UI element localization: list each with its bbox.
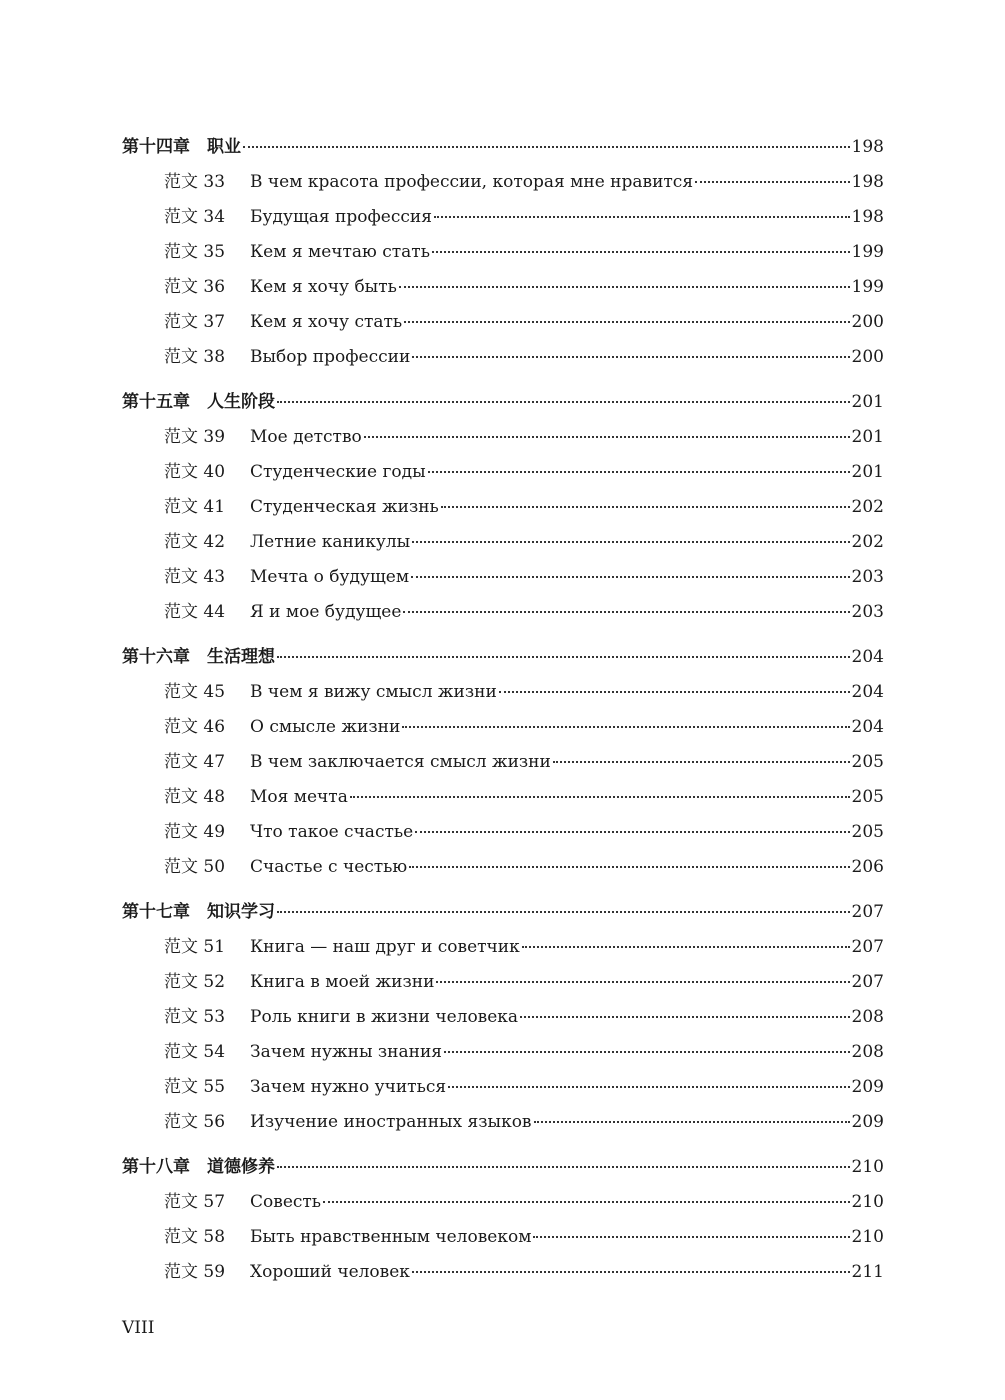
chapter-page-number: 207 [851, 902, 884, 922]
entry-number: 范文 47 [164, 752, 226, 772]
entry-title: Зачем нужно учиться [250, 1077, 447, 1097]
toc-entry[interactable] [122, 305, 884, 340]
dot-leader [534, 1121, 850, 1123]
entry-number: 范文 44 [164, 602, 226, 622]
entry-number: 范文 48 [164, 787, 226, 807]
entry-number: 范文 34 [164, 207, 226, 227]
entry-number: 范文 46 [164, 717, 226, 737]
toc-entry[interactable] [122, 1185, 884, 1220]
dot-leader [323, 1201, 849, 1203]
entry-title: Студенческие годы [250, 462, 426, 482]
toc-entry[interactable] [122, 1255, 884, 1290]
dot-leader [402, 726, 849, 728]
dot-leader [444, 1051, 850, 1053]
entry-number: 范文 38 [164, 347, 226, 367]
entry-page-number: 202 [851, 497, 884, 517]
chapter-heading[interactable] [122, 385, 884, 420]
entry-number: 范文 33 [164, 172, 226, 192]
dot-leader [277, 656, 850, 658]
toc-entry[interactable] [122, 420, 884, 455]
dot-leader [350, 796, 850, 798]
entry-title: Книга — наш друг и советчик [250, 937, 520, 957]
chapter-heading[interactable] [122, 895, 884, 930]
toc-entry[interactable] [122, 270, 884, 305]
dot-leader [243, 146, 850, 148]
entry-number: 范文 42 [164, 532, 226, 552]
chapter-page-number: 198 [851, 137, 884, 157]
toc-entry[interactable] [122, 340, 884, 375]
entry-title: Роль книги в жизни человека [250, 1007, 519, 1027]
entry-page-number: 203 [851, 602, 884, 622]
entry-title: Летние каникулы [250, 532, 411, 552]
entry-title: Мечта о будущем [250, 567, 410, 587]
chapter-page-number: 201 [851, 392, 884, 412]
chapter-page-number: 204 [851, 647, 884, 667]
toc-entry[interactable] [122, 930, 884, 965]
toc-entry[interactable] [122, 490, 884, 525]
entry-page-number: 199 [851, 277, 884, 297]
chapter-title: 第十七章 知识学习 [122, 902, 275, 922]
entry-page-number: 199 [851, 242, 884, 262]
dot-leader [412, 1271, 850, 1273]
entry-title: Кем я хочу быть [250, 277, 397, 297]
dot-leader [277, 1166, 850, 1168]
entry-page-number: 206 [851, 857, 884, 877]
dot-leader [553, 761, 850, 763]
toc-entry[interactable] [122, 1000, 884, 1035]
entry-number: 范文 39 [164, 427, 226, 447]
entry-title: Кем я мечтаю стать [250, 242, 430, 262]
entry-page-number: 204 [851, 682, 884, 702]
entry-page-number: 211 [851, 1262, 884, 1282]
entry-title: В чем я вижу смысл жизни [250, 682, 497, 702]
toc-entry[interactable] [122, 710, 884, 745]
toc-entry[interactable] [122, 455, 884, 490]
entry-title: Выбор профессии [250, 347, 411, 367]
toc-entry[interactable] [122, 165, 884, 200]
toc-entry[interactable] [122, 200, 884, 235]
entry-page-number: 198 [851, 207, 884, 227]
dot-leader [533, 1236, 849, 1238]
toc-entry[interactable] [122, 850, 884, 885]
dot-leader [411, 576, 849, 578]
chapter-heading[interactable] [122, 130, 884, 165]
dot-leader [403, 611, 849, 613]
dot-leader [499, 691, 850, 693]
dot-leader [277, 911, 850, 913]
entry-number: 范文 55 [164, 1077, 226, 1097]
entry-title: Изучение иностранных языков [250, 1112, 532, 1132]
entry-number: 范文 54 [164, 1042, 226, 1062]
toc-entry[interactable] [122, 560, 884, 595]
toc-entry[interactable] [122, 745, 884, 780]
entry-number: 范文 43 [164, 567, 226, 587]
entry-page-number: 209 [851, 1112, 884, 1132]
dot-leader [412, 541, 849, 543]
entry-title: О смысле жизни [250, 717, 401, 737]
toc-entry[interactable] [122, 1035, 884, 1070]
entry-title: Кем я хочу стать [250, 312, 403, 332]
entry-title: Что такое счастье [250, 822, 414, 842]
entry-title: Зачем нужны знания [250, 1042, 443, 1062]
entry-title: Счастье с честью [250, 857, 408, 877]
entry-number: 范文 45 [164, 682, 226, 702]
page-folio: VIII [122, 1318, 155, 1338]
entry-page-number: 210 [851, 1227, 884, 1247]
dot-leader [522, 946, 850, 948]
entry-page-number: 200 [851, 347, 884, 367]
entry-page-number: 210 [851, 1192, 884, 1212]
entry-number: 范文 52 [164, 972, 226, 992]
entry-title: Хороший человек [250, 1262, 410, 1282]
toc-entry[interactable] [122, 235, 884, 270]
toc-entry[interactable] [122, 525, 884, 560]
dot-leader [412, 356, 849, 358]
entry-number: 范文 49 [164, 822, 226, 842]
dot-leader [448, 1086, 849, 1088]
dot-leader [415, 831, 849, 833]
entry-number: 范文 53 [164, 1007, 226, 1027]
dot-leader [364, 436, 850, 438]
entry-page-number: 204 [851, 717, 884, 737]
dot-leader [434, 216, 850, 218]
toc-entry[interactable] [122, 1220, 884, 1255]
chapter-title: 第十四章 职业 [122, 137, 241, 157]
entry-page-number: 198 [851, 172, 884, 192]
entry-number: 范文 57 [164, 1192, 226, 1212]
dot-leader [399, 286, 850, 288]
toc-entry[interactable] [122, 675, 884, 710]
chapter-page-number: 210 [851, 1157, 884, 1177]
entry-title: Книга в моей жизни [250, 972, 435, 992]
dot-leader [409, 866, 849, 868]
table-of-contents [122, 130, 884, 1290]
dot-leader [520, 1016, 849, 1018]
entry-title: В чем красота профессии, которая мне нравится [250, 172, 694, 192]
toc-entry[interactable] [122, 815, 884, 850]
entry-title: В чем заключается смысл жизни [250, 752, 551, 772]
toc-entry[interactable] [122, 965, 884, 1000]
toc-entry[interactable] [122, 1105, 884, 1140]
entry-page-number: 205 [851, 787, 884, 807]
entry-page-number: 200 [851, 312, 884, 332]
entry-number: 范文 51 [164, 937, 226, 957]
toc-entry[interactable] [122, 780, 884, 815]
entry-page-number: 209 [851, 1077, 884, 1097]
entry-page-number: 208 [851, 1007, 884, 1027]
entry-page-number: 203 [851, 567, 884, 587]
entry-page-number: 208 [851, 1042, 884, 1062]
dot-leader [436, 981, 849, 983]
entry-page-number: 201 [851, 427, 884, 447]
dot-leader [277, 401, 850, 403]
chapter-title: 第十八章 道德修养 [122, 1157, 275, 1177]
entry-title: Я и мое будущее [250, 602, 402, 622]
dot-leader [441, 506, 850, 508]
dot-leader [428, 471, 850, 473]
entry-number: 范文 50 [164, 857, 226, 877]
entry-title: Быть нравственным человеком [250, 1227, 532, 1247]
entry-title: Совесть [250, 1192, 322, 1212]
entry-title: Будущая профессия [250, 207, 432, 227]
entry-title: Студенческая жизнь [250, 497, 439, 517]
entry-number: 范文 41 [164, 497, 226, 517]
toc-entry[interactable] [122, 1070, 884, 1105]
entry-page-number: 201 [851, 462, 884, 482]
entry-page-number: 207 [851, 937, 884, 957]
entry-number: 范文 56 [164, 1112, 226, 1132]
chapter-heading[interactable] [122, 1150, 884, 1185]
dot-leader [404, 321, 849, 323]
entry-number: 范文 37 [164, 312, 226, 332]
chapter-title: 第十五章 人生阶段 [122, 392, 275, 412]
toc-entry[interactable] [122, 595, 884, 630]
entry-page-number: 205 [851, 752, 884, 772]
entry-page-number: 207 [851, 972, 884, 992]
entry-page-number: 202 [851, 532, 884, 552]
entry-number: 范文 36 [164, 277, 226, 297]
dot-leader [432, 251, 850, 253]
chapter-title: 第十六章 生活理想 [122, 647, 275, 667]
entry-number: 范文 40 [164, 462, 226, 482]
entry-title: Мое детство [250, 427, 362, 447]
entry-number: 范文 58 [164, 1227, 226, 1247]
dot-leader [695, 181, 849, 183]
entry-number: 范文 59 [164, 1262, 226, 1282]
chapter-heading[interactable] [122, 640, 884, 675]
entry-title: Моя мечта [250, 787, 348, 807]
entry-number: 范文 35 [164, 242, 226, 262]
entry-page-number: 205 [851, 822, 884, 842]
